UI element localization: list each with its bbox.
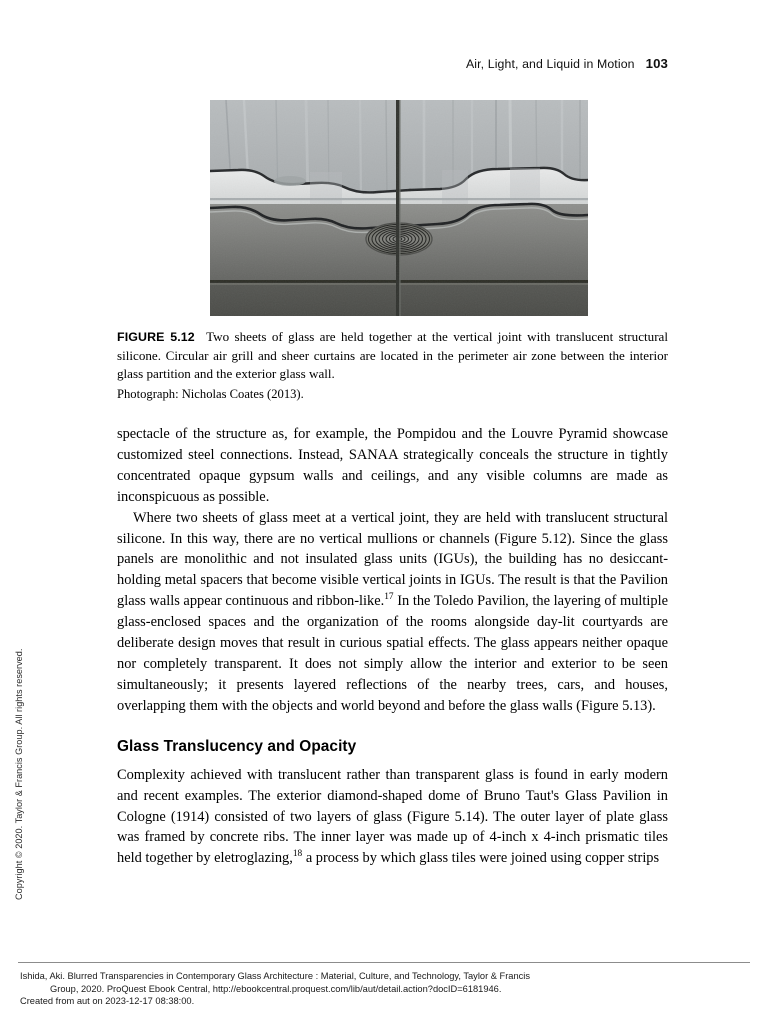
figure-credit: Photograph: Nicholas Coates (2013). [117, 387, 304, 401]
section-text-b: a process by which glass tiles were joined using copper strips [305, 850, 660, 867]
figure-caption [117, 328, 668, 384]
page-number: 103 [645, 56, 668, 71]
paragraph-continued: spectacle of the structure as, for example, the Pompidou and the Louvre Pyramid showcase customized steel connections. Instead, SANAA strategically conceals the structure in tightly concentrated opaque gypsum walls and ceilings, and any visible columns are made as inconspicuous as possible. [117, 426, 668, 505]
figure-label: FIGURE 5.12 [117, 330, 195, 344]
paragraph-vertical-joint [117, 508, 668, 717]
photograph-artwork [210, 100, 588, 316]
running-head [117, 56, 668, 71]
figure-5-12 [210, 100, 588, 316]
section-text-a: Complexity achieved with translucent rather than transparent glass is found in early modern and recent examples. The exterior diamond-shaped dome of Bruno Taut's Glass Pavilion in Cologne (1914) consisted of two layers of glass (Figure 5.14). The outer layer of plate glass was framed by concrete ribs. The inner layer was made up of 4-inch x 4-inch prismatic tiles held together by eletroglazing, [117, 766, 668, 867]
footer-divider [18, 962, 750, 963]
section-heading: Glass Translucency and Opacity [117, 737, 357, 755]
footer-line-3: Created from aut on 2023-12-17 08:38:00. [20, 996, 195, 1007]
footer-line-2: Group, 2020. ProQuest Ebook Central, http://ebookcentral.proquest.com/lib/aut/detail.action?docID=6181946. [50, 983, 502, 994]
footnote-marker-17[interactable]: 17 [384, 592, 394, 603]
footer-citation [20, 970, 720, 1008]
figure-photograph [210, 100, 588, 316]
running-head-title: Air, Light, and Liquid in Motion [465, 57, 635, 71]
footnote-marker-18[interactable]: 18 [292, 849, 303, 860]
body-column [117, 424, 668, 869]
copyright-sidebar: Copyright © 2020. Taylor & Francis Group. All rights reserved. [14, 648, 24, 900]
figure-caption-text: Two sheets of glass are held together at the vertical joint with translucent structural silicone. Circular air grill and sheer curtains are located in the perimeter air zone between the interior glass partition and the exterior glass wall. [117, 329, 669, 382]
paragraph-text-a: Where two sheets of glass meet at a vertical joint, they are held with translucent structural silicone. In this way, there are no vertical mullions or channels (Figure 5.12). Since the glass panels are monolithic and not insulated glass units (IGUs), the building has no desiccant-holding metal spacers that become visible vertical joints in IGUs. The result is that the Pavilion glass walls appear continuous and ribbon-like. [117, 509, 668, 610]
footer-line-1: Ishida, Aki. Blurred Transparencies in Contemporary Glass Architecture : Material, Culture, and Technology, Taylor & Francis [20, 971, 531, 981]
paragraph-translucency [117, 765, 668, 870]
paragraph-text-b: In the Toledo Pavilion, the layering of multiple glass-enclosed spaces and the organization of the rooms alongside day-lit courtyards are deliberate design moves that result in curious spatial effects. The glass appears neither opaque nor completely transparent. It does not simply allow the interior and exterior to be seen simultaneously; it presents layered reflections of the nearby trees, cars, and houses, overlapping them with the objects and world beyond and before the glass walls (Figure 5.13). [117, 593, 668, 714]
